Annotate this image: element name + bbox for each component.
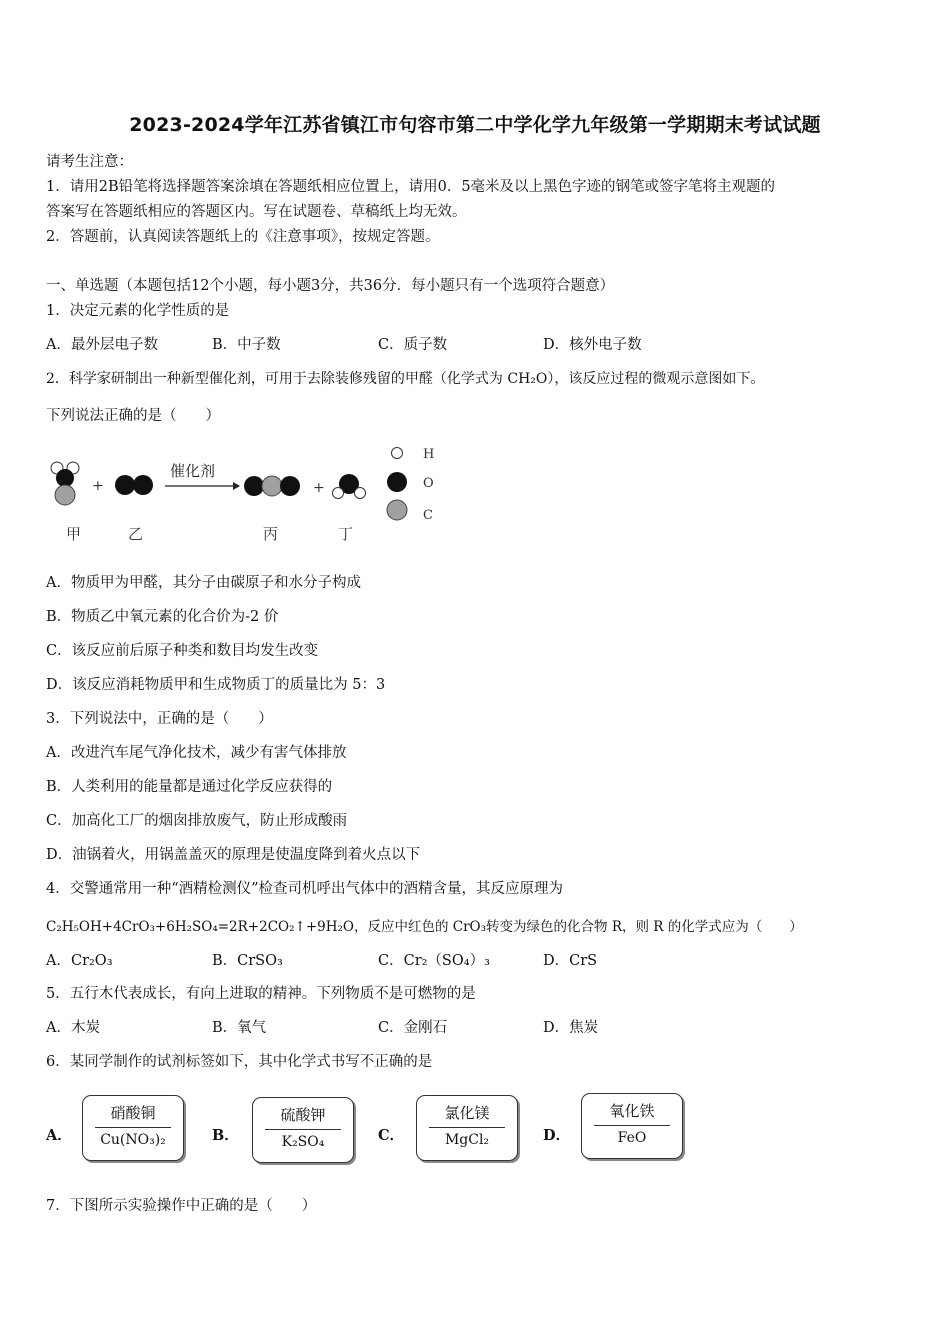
q6-option-c-letter: C． [378, 1127, 405, 1144]
label-a-divider [95, 1127, 171, 1128]
q6-stem: 6．某同学制作的试剂标签如下，其中化学式书写不正确的是 [46, 1054, 433, 1070]
legend-o: O [423, 476, 434, 491]
q6-label-a [82, 1095, 184, 1161]
legend-h: H [423, 447, 435, 462]
plus-sign-1: + [92, 478, 104, 494]
label-c-name: 氯化镁 [444, 1104, 490, 1122]
q4-option-b: B．CrSO₃ [212, 953, 283, 969]
catalyst-label: 催化剂 [170, 462, 216, 480]
q4-option-a: A．Cr₂O₃ [46, 953, 113, 969]
q6-label-b [252, 1097, 354, 1163]
q3-option-a: A．改进汽车尾气净化技术，减少有害气体排放 [46, 745, 347, 761]
q2-option-c: C．该反应前后原子种类和数目均发生改变 [46, 643, 319, 659]
label-d-divider [594, 1125, 670, 1126]
molecule-ding [333, 474, 366, 499]
q1-stem: 1．决定元素的化学性质的是 [46, 303, 230, 319]
q6-label-c [416, 1095, 518, 1161]
q4-stem-1: 4．交警通常用一种“酒精检测仪”检查司机呼出气体中的酒精含量，其反应原理为 [46, 881, 564, 897]
q3-option-b: B．人类利用的能量都是通过化学反应获得的 [46, 779, 333, 795]
arrow-head-icon [233, 482, 240, 490]
molecule-yi [115, 475, 153, 495]
label-bing: 丙 [263, 525, 279, 543]
q6-option-a-letter: A． [46, 1127, 72, 1144]
q4-stem-2: C₂H₅OH+4CrO₃+6H₂SO₄=2R+2CO₂↑+9H₂O，反应中红色的 CrO₃转变为绿色的化合物 R，则 R 的化学式应为（ ） [46, 919, 803, 935]
page-title: 2023-2024学年江苏省镇江市句容市第二中学化学九年级第一学期期末考试试题 [129, 114, 821, 136]
molecule-jia [51, 462, 79, 505]
q5-option-b: B．氧气 [212, 1020, 267, 1036]
q5-option-d: D．焦炭 [543, 1020, 599, 1036]
reaction-diagram [40, 438, 460, 548]
q3-option-c: C．加高化工厂的烟囱排放废气，防止形成酸雨 [46, 813, 348, 829]
label-c-formula: MgCl₂ [444, 1132, 490, 1148]
molecule-bing [244, 476, 300, 496]
q1-option-d: D．核外电子数 [543, 337, 642, 353]
q5-option-c: C．金刚石 [378, 1020, 448, 1036]
q5-stem: 5．五行木代表成长，有向上进取的精神。下列物质不是可燃物的是 [46, 986, 476, 1002]
label-b-formula: K₂SO₄ [281, 1134, 325, 1150]
q2-stem-2: 下列说法正确的是（ ） [46, 408, 220, 424]
label-ding: 丁 [338, 525, 354, 543]
section-heading: 一、单选题（本题包括12个小题，每小题3分，共36分．每小题只有一个选项符合题意） [46, 278, 615, 294]
label-jia: 甲 [66, 525, 82, 543]
notice-line-1: 1．请用2B铅笔将选择题答案涂填在答题纸相应位置上，请用0．5毫米及以上黑色字迹的钢笔或签字笔将主观题的 [46, 179, 776, 195]
label-a-formula: Cu(NO₃)₂ [100, 1132, 166, 1148]
q1-option-c: C．质子数 [378, 337, 448, 353]
label-b-divider [265, 1129, 341, 1130]
q6-option-b-letter: B． [212, 1127, 239, 1144]
q3-stem: 3．下列说法中，正确的是（ ） [46, 711, 273, 727]
q2-option-d: D．该反应消耗物质甲和生成物质丁的质量比为 5：3 [46, 677, 386, 693]
q3-option-d: D．油锅着火，用锅盖盖灭的原理是使温度降到着火点以下 [46, 847, 421, 863]
q5-option-a: A．木炭 [46, 1020, 100, 1036]
q1-option-a: A．最外层电子数 [46, 337, 158, 353]
legend-c: C [423, 508, 433, 523]
atom-legend [387, 447, 434, 523]
label-d-formula: FeO [617, 1130, 647, 1146]
notice-line-3: 2．答题前，认真阅读答题纸上的《注意事项》，按规定答题。 [46, 229, 440, 245]
plus-sign-2: + [313, 480, 325, 496]
q7-stem: 7．下图所示实验操作中正确的是（ ） [46, 1198, 317, 1214]
q2-stem-1: 2．科学家研制出一种新型催化剂，可用于去除装修残留的甲醛（化学式为 CH₂O），该反应过程的微观示意图如下。 [46, 371, 765, 387]
label-c-divider [429, 1127, 505, 1128]
label-a-name: 硝酸铜 [110, 1104, 156, 1122]
label-yi: 乙 [128, 525, 144, 543]
q1-option-b: B．中子数 [212, 337, 281, 353]
q6-option-d-letter: D． [543, 1127, 571, 1144]
label-b-name: 硫酸钾 [280, 1106, 326, 1124]
label-d-name: 氧化铁 [609, 1102, 655, 1120]
q4-option-d: D．CrS [543, 953, 598, 969]
q4-option-c: C．Cr₂（SO₄）₃ [378, 953, 490, 969]
notice-line-2: 答案写在答题纸相应的答题区内。写在试题卷、草稿纸上均无效。 [46, 204, 467, 220]
q6-label-d [581, 1093, 683, 1159]
q2-option-a: A．物质甲为甲醛，其分子由碳原子和水分子构成 [46, 575, 361, 591]
notice-heading: 请考生注意： [46, 154, 133, 170]
q2-option-b: B．物质乙中氧元素的化合价为-2 价 [46, 609, 279, 625]
